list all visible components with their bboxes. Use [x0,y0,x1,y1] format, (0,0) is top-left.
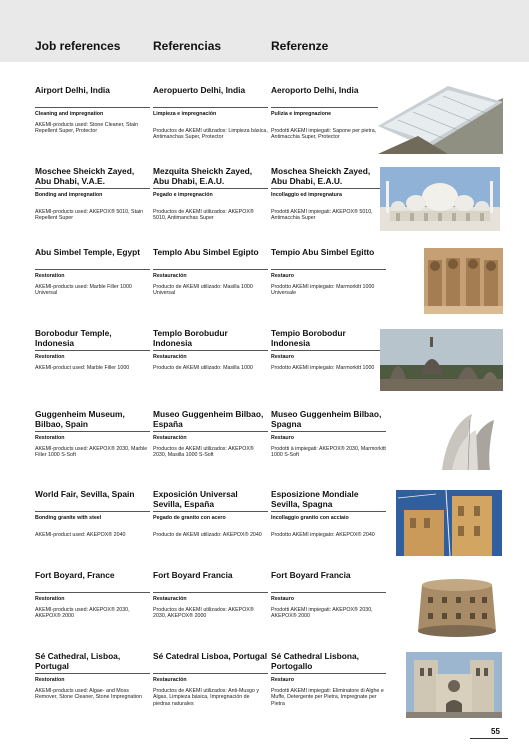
work-type: Restauro [271,677,294,683]
reference-spanish [153,652,268,707]
work-type: Incollaggio granito con acciaio [271,515,349,521]
products-used: Productos de AKEMI utilizados: Anti-Musgo y Algas, Limpieza básica, Impregnación de piedras naturales [153,688,259,707]
reference-row [0,571,529,651]
reference-title: Fort Boyard Francia [153,571,268,593]
work-type: Bonding granite with steel [35,515,102,521]
reference-title: Fort Boyard, France [35,571,150,593]
reference-spanish [153,248,268,297]
reference-english [35,410,150,459]
reference-spanish [153,167,268,222]
products-used: AKEMI-products used: Algae- and Moss Remover, Stone Cleaner, Stone Impregnation [35,688,142,701]
cathedral-image [406,652,502,718]
reference-row [0,248,529,328]
work-type: Incollaggio ed impregnatura [271,192,342,198]
reference-title: Sé Cathedral Lisbona, Portogallo [271,652,386,674]
work-type: Restauración [153,273,187,279]
header-italian: Referenze [271,39,329,53]
products-used: AKEMI-product used: Marble Filler 1000 [35,365,130,371]
reference-row [0,490,529,570]
work-type: Restoration [35,435,65,441]
reference-title: Moschee Sheickh Zayed, Abu Dhabi, V.A.E. [35,167,150,189]
work-type: Restauración [153,677,187,683]
reference-title: Tempio Borobodur Indonesia [271,329,386,351]
reference-title: Tempio Abu Simbel Egitto [271,248,386,270]
reference-italian [271,248,386,297]
work-type: Restoration [35,354,65,360]
reference-title: Exposición Universal Sevilla, España [153,490,268,512]
reference-english [35,571,150,620]
products-used: AKEMI-products used: AKEPOX® 2030, Marble Filler 1000 S-Soft [35,446,148,459]
reference-title: Templo Abu Simbel Egipto [153,248,268,270]
products-used: AKEMI-products used: AKEPOX® 5010, Stain Repellent Super [35,209,144,222]
reference-row [0,410,529,490]
reference-title: Templo Borobudur Indonesia [153,329,268,351]
reference-row [0,167,529,247]
reference-italian [271,410,386,459]
products-used: Prodotti AKEMI impiegati: AKEPOX® 2030, AKEPOX® 2000 [271,607,373,620]
work-type: Pegado de granito con acero [153,515,226,521]
reference-english [35,167,150,222]
reference-title: World Fair, Sevilla, Spain [35,490,150,512]
products-used: Productos de AKEMI utilizados: AKEPOX® 5010, Antimanchas Super [153,209,254,222]
work-type: Pulizia e impregnazione [271,111,332,117]
reference-italian [271,490,386,538]
products-used: Prodotti AKEMI impiegati: AKEPOX® 5010, Antimacchia Super [271,209,373,222]
guggenheim-image [438,410,502,474]
reference-row [0,652,529,732]
products-used: AKEMI-products used: Stone Cleaner, Stain Repellent Super, Protector [35,122,139,135]
reference-row [0,329,529,409]
reference-italian [271,329,386,371]
work-type: Restauro [271,435,294,441]
abu-simbel-image [424,248,503,314]
products-used: Prodotto AKEMI impiegato: AKEPOX® 2040 [271,532,375,538]
reference-title: Aeropuerto Delhi, India [153,86,268,108]
work-type: Restoration [35,596,65,602]
reference-title: Guggenheim Museum, Bilbao, Spain [35,410,150,432]
reference-title: Museo Guggenheim Bilbao, España [153,410,268,432]
reference-title: Esposizione Mondiale Sevilla, Spagna [271,490,386,512]
reference-title: Museo Guggenheim Bilbao, Spagna [271,410,386,432]
fort-boyard-image [412,571,502,639]
reference-title: Borobodur Temple, Indonesia [35,329,150,351]
products-used: AKEMI-product used: AKEPOX® 2040 [35,532,126,538]
work-type: Cleaning and impregnation [35,111,104,117]
reference-spanish [153,571,268,620]
products-used: AKEMI-products used: AKEPOX® 2030, AKEPOX® 2000 [35,607,130,620]
reference-title: Aeroporto Delhi, India [271,86,386,108]
reference-italian [271,571,386,620]
reference-spanish [153,329,268,371]
reference-title: Sé Cathedral, Lisboa, Portugal [35,652,150,674]
reference-spanish [153,86,268,141]
reference-title: Mezquita Sheickh Zayed, Abu Dhabi, E.A.U. [153,167,268,189]
page-number: 55 [491,727,500,736]
products-used: Prodotto AKEMI impiegato: Marmorkitt 1000 [271,365,375,371]
reference-spanish [153,490,268,538]
reference-title: Abu Simbel Temple, Egypt [35,248,150,270]
reference-title: Sé Catedral Lisboa, Portugal [153,652,268,674]
work-type: Restauro [271,596,294,602]
borobudur-image [380,329,503,391]
reference-italian [271,86,386,141]
products-used: Prodotti à impiegati: AKEPOX® 2030, Marmorkitt 1000 S-Soft [271,446,386,459]
products-used: Productos de AKEMI utilizados: AKEPOX® 2030, AKEPOX® 2000 [153,607,254,620]
work-type: Restauración [153,354,187,360]
reference-spanish [153,410,268,459]
products-used: Productos de AKEMI utilizados: AKEPOX® 2030, Masilla 1000 S-Soft [153,446,254,459]
reference-english [35,86,150,135]
products-used: Producto de AKEMI utilizado: AKEPOX® 2040 [153,532,262,538]
work-type: Restauro [271,273,294,279]
work-type: Pegado e impregnación [153,192,213,198]
products-used: Prodotto AKEMI impiegato: Marmorkitt 1000 Universale [271,284,375,297]
reference-english [35,329,150,371]
reference-title: Airport Delhi, India [35,86,150,108]
reference-row [0,86,529,166]
page-header [0,0,529,62]
reference-italian [271,167,386,222]
work-type: Bonding and impregnation [35,192,103,198]
reference-title: Moschea Sheickh Zayed, Abu Dhabi, E.A.U. [271,167,386,189]
mosque-image [380,167,500,231]
world-fair-image [396,490,502,556]
header-english: Job references [35,39,121,53]
products-used: Prodotti AKEMI impiegati: Eliminatore di Alghe e Muffe, Detergente per Pietra, Impregnate per Pietra [271,688,384,707]
work-type: Restoration [35,273,65,279]
products-used: Producto de AKEMI utilizado: Masilla 1000 Universal [153,284,253,297]
reference-english [35,490,150,538]
airport-terminal-image [378,78,503,154]
work-type: Limpieza e impregnación [153,111,217,117]
products-used: Productos de AKEMI utilizados: Limpieza básica, Antimanchas Super, Protector [153,128,268,141]
products-used: AKEMI-products used: Marble Filler 1000 Universal [35,284,132,297]
products-used: Prodotti AKEMI impiegati: Sapone per pietra, Antimacchia Super, Protector [271,128,377,141]
reference-english [35,248,150,297]
products-used: Producto de AKEMI utilizado: Masilla 1000 [153,365,253,371]
reference-english [35,652,150,701]
work-type: Restoration [35,677,65,683]
header-spanish: Referencias [153,39,222,53]
page-number-rule [470,738,508,739]
reference-title: Fort Boyard Francia [271,571,386,593]
work-type: Restauración [153,596,187,602]
work-type: Restauración [153,435,187,441]
work-type: Restauro [271,354,294,360]
reference-italian [271,652,386,707]
